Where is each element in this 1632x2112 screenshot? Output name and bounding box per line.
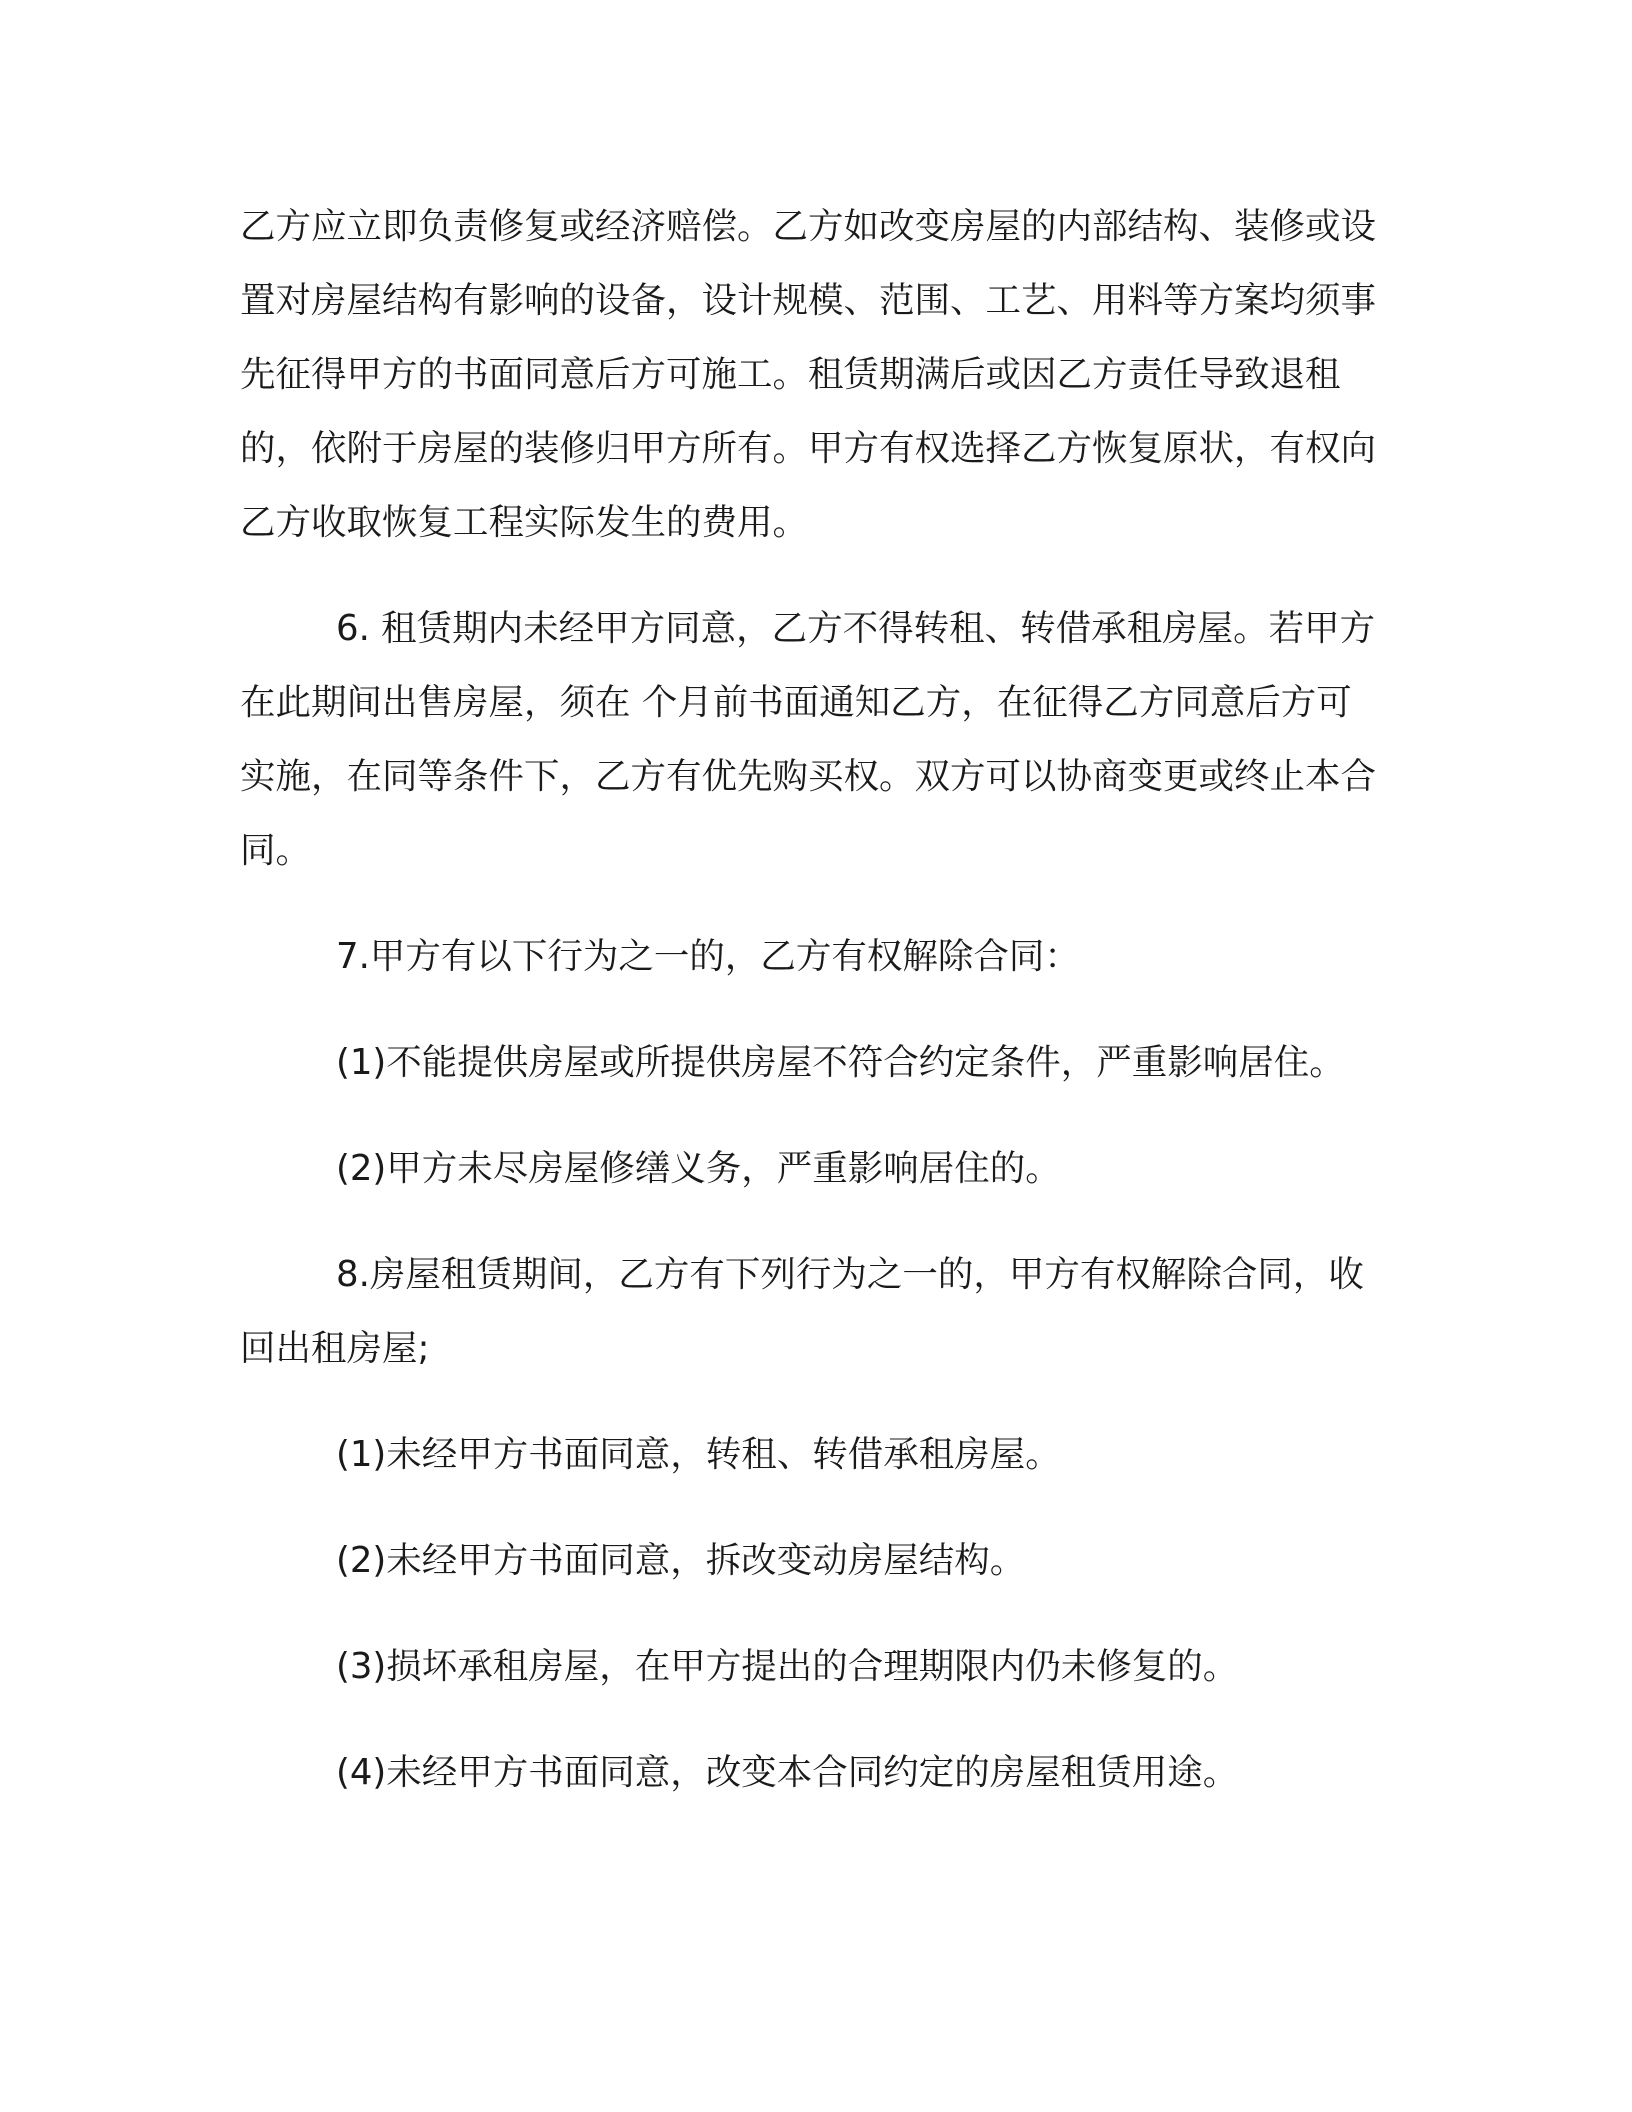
paragraph-clause-7: 7.甲方有以下行为之一的，乙方有权解除合同： [336,936,1080,977]
paragraph-clause-7-item-1: (1)不能提供房屋或所提供房屋不符合约定条件，严重影响居住。 [336,1042,1345,1083]
paragraph-continued-repair-clause: 乙方应立即负责修复或经济赔偿。乙方如改变房屋的内部结构、装修或设置对房屋结构有影响的设备，设计规模、范围、工艺、用料等方案均须事先征得甲方的书面同意后方可施工。租赁期满后或因乙方责任导致退租的，依附于房屋的装修归甲方所有。甲方有权选择乙方恢复原状，有权向乙方收取恢复工程实际发生的费用。 [240,206,1377,543]
contract-body [240,190,1380,1842]
paragraph-clause-6: 6. 租赁期内未经甲方同意，乙方不得转租、转借承租房屋。若甲方在此期间出售房屋，须在 个月前书面通知乙方，在征得乙方同意后方可实施，在同等条件下，乙方有优先购买权。双方可以协商变更或终止本合同。 [240,608,1377,871]
paragraph-clause-8-item-3: (3)损坏承租房屋，在甲方提出的合理期限内仍未修复的。 [336,1646,1239,1687]
paragraph-clause-8-item-1: (1)未经甲方书面同意，转租、转借承租房屋。 [336,1434,1061,1475]
paragraph-clause-8: 8.房屋租赁期间，乙方有下列行为之一的，甲方有权解除合同，收回出租房屋; [240,1254,1364,1369]
paragraph-clause-8-item-2: (2)未经甲方书面同意，拆改变动房屋结构。 [336,1540,1026,1581]
paragraph-clause-7-item-2: (2)甲方未尽房屋修缮义务，严重影响居住的。 [336,1148,1061,1189]
paragraph-clause-8-item-4: (4)未经甲方书面同意，改变本合同约定的房屋租赁用途。 [336,1752,1239,1793]
